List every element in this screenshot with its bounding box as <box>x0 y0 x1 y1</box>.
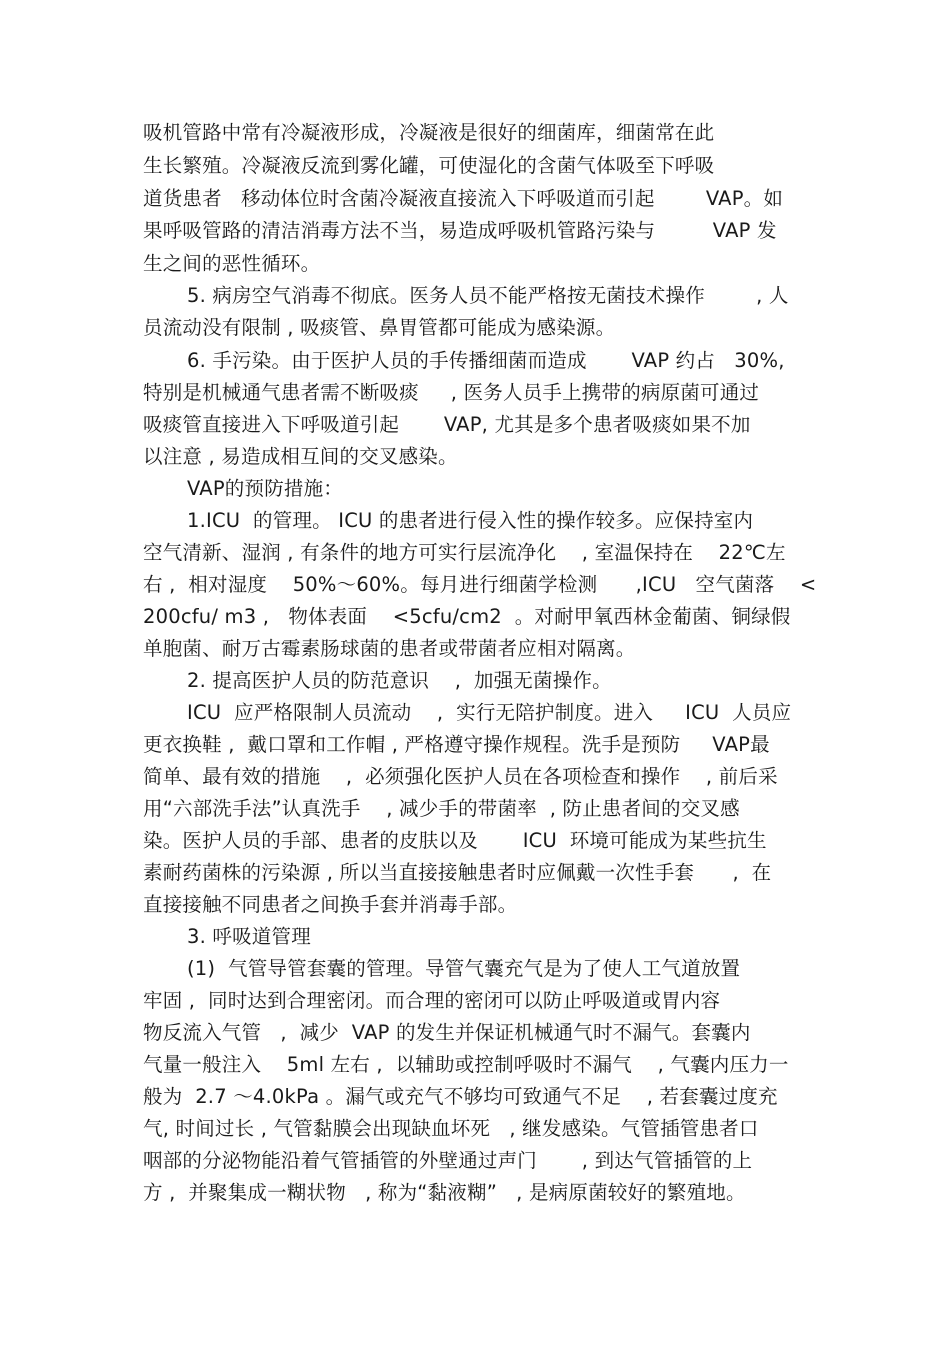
text-line: 直接接触不同患者之间换手套并消毒手部。 <box>143 893 518 916</box>
text-line: 吸痰管直接进入下呼吸道引起 VAP, 尤其是多个患者吸痰如果不加 <box>143 413 751 436</box>
text-line: 1.ICU 的管理。 ICU 的患者进行侵入性的操作较多。应保持室内 <box>187 509 754 532</box>
text-line: 空气清新、湿润 , 有条件的地方可实行层流净化 , 室温保持在 22℃左 <box>143 541 786 564</box>
text-line: 单胞菌、耐万古霉素肠球菌的患者或带菌者应相对隔离。 <box>143 637 636 660</box>
text-line: 吸机管路中常有冷凝液形成，冷凝液是很好的细菌库，细菌常在此 <box>143 121 715 144</box>
text-line: 物反流入气管 , 减少 VAP 的发生并保证机械通气时不漏气。套囊内 <box>143 1021 751 1044</box>
text-line: ICU 应严格限制人员流动 , 实行无陪护制度。进入 ICU 人员应 <box>187 701 792 724</box>
text-line: 生长繁殖。冷凝液反流到雾化罐，可使湿化的含菌气体吸至下呼吸 <box>143 154 715 177</box>
text-line: (1) 气管导管套囊的管理。导管气囊充气是为了使人工气道放置 <box>187 957 741 980</box>
text-line: 简单、最有效的措施 , 必须强化医护人员在各项检查和操作 , 前后采 <box>143 765 778 788</box>
text-line: 般为 2.7 ～4.0kPa 。漏气或充气不够均可致通气不足 , 若套囊过度充 <box>143 1085 778 1108</box>
text-line: 特别是机械通气患者需不断吸痰 , 医务人员手上携带的病原菌可通过 <box>143 381 760 404</box>
text-line: 200cfu/ m3 , 物体表面 <5cfu/cm2 。对耐甲氧西林金葡菌、铜绿假 <box>143 605 791 628</box>
text-line: 6. 手污染。由于医护人员的手传播细菌而造成 VAP 约占 30%, <box>187 349 785 372</box>
text-line: 素耐药菌株的污染源 , 所以当直接接触患者时应佩戴一次性手套 , 在 <box>143 861 772 884</box>
text-line: 5. 病房空气消毒不彻底。医务人员不能严格按无菌技术操作 , 人 <box>187 284 789 307</box>
text-line: 染。医护人员的手部、患者的皮肤以及 ICU 环境可能成为某些抗生 <box>143 829 767 852</box>
section-heading: 3. 呼吸道管理 <box>187 925 311 948</box>
text-line: 更衣换鞋 , 戴口罩和工作帽 , 严格遵守操作规程。洗手是预防 VAP最 <box>143 733 770 756</box>
text-line: 方 , 并聚集成一糊状物 , 称为“黏液糊” , 是病原菌较好的繁殖地。 <box>143 1181 746 1204</box>
section-heading: VAP的预防措施： <box>187 477 343 500</box>
text-line: 气量一般注入 5ml 左右 , 以辅助或控制呼吸时不漏气 , 气囊内压力一 <box>143 1053 789 1076</box>
text-line: 道货患者 移动体位时含菌冷凝液直接流入下呼吸道而引起 VAP。如 <box>143 187 784 210</box>
text-line: 咽部的分泌物能沿着气管插管的外壁通过声门 , 到达气管插管的上 <box>143 1149 753 1172</box>
text-line: 以注意 , 易造成相互间的交叉感染。 <box>143 445 458 468</box>
text-line: 右 , 相对湿度 50%～60%。每月进行细菌学检测 ,ICU 空气菌落 < <box>143 573 817 596</box>
text-line: 用“六部洗手法”认真洗手 , 减少手的带菌率 , 防止患者间的交叉感 <box>143 797 740 820</box>
text-line: 牢固 , 同时达到合理密闭。而合理的密闭可以防止呼吸道或胃内容 <box>143 989 721 1012</box>
text-line: 2. 提高医护人员的防范意识 , 加强无菌操作。 <box>187 669 612 692</box>
text-line: 员流动没有限制 , 吸痰管、鼻胃管都可能成为感染源。 <box>143 316 616 339</box>
text-line: 气, 时间过长 , 气管黏膜会出现缺血坏死 , 继发感染。气管插管患者口 <box>143 1117 759 1140</box>
text-line: 生之间的恶性循环。 <box>143 252 321 275</box>
text-line: 果呼吸管路的清洁消毒方法不当，易造成呼吸机管路污染与 VAP 发 <box>143 219 777 242</box>
